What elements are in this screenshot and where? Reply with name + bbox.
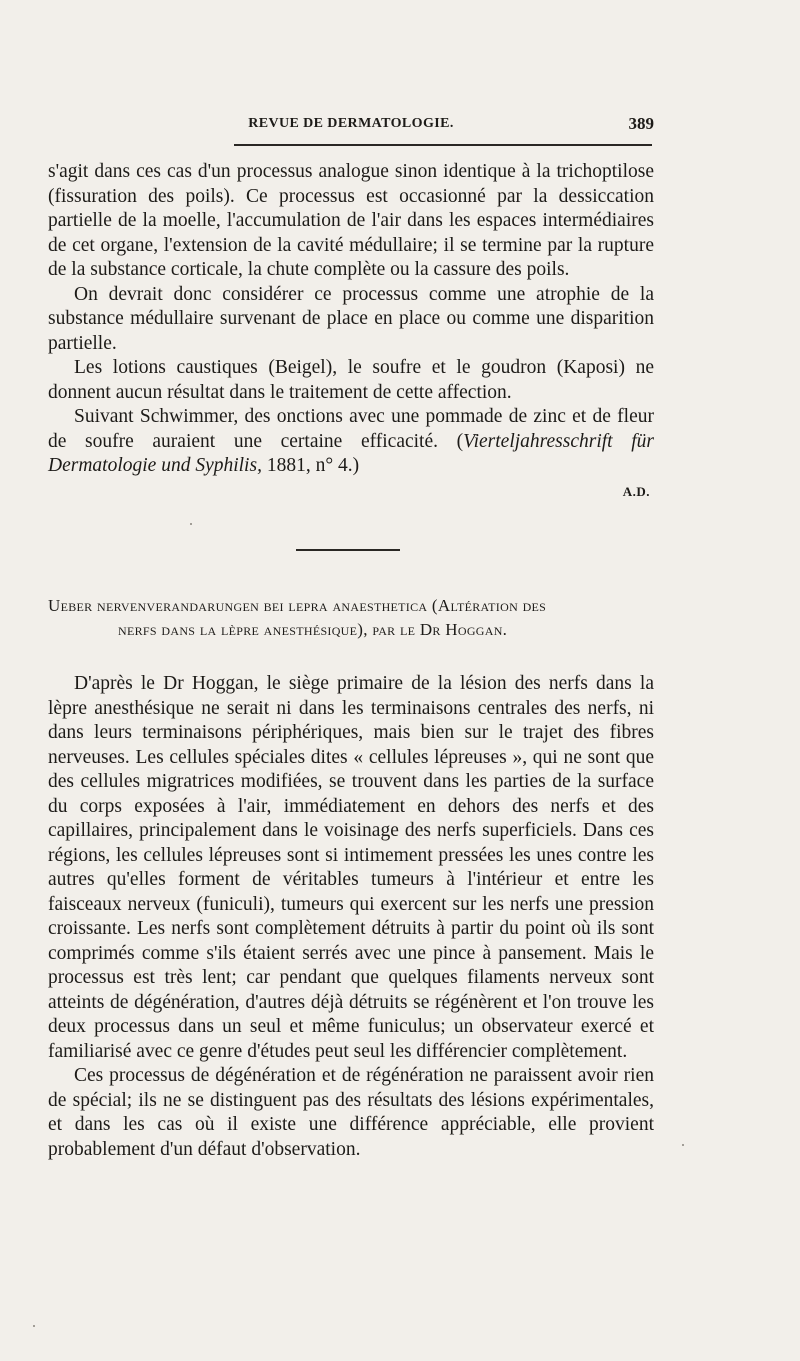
article-title-line-1: Ueber nervenverandarungen bei lepra anaesthetica (Altération des	[48, 596, 547, 615]
print-speck	[190, 523, 192, 525]
paragraph-2: On devrait donc considérer ce processus comme une atrophie de la substance médullaire survenant de place en place ou comme une disparition partielle.	[48, 283, 654, 354]
paragraph-3: Les lotions caustiques (Beigel), le soufre et le goudron (Kaposi) ne donnent aucun résultat dans le traitement de cette affection.	[48, 357, 654, 403]
journal-title: Vierteljahresschrift für Dermatologie und Syphilis,	[48, 430, 654, 476]
section-hoggan	[48, 672, 654, 1162]
paragraph-4-text: Suivant Schwimmer, des onctions avec une pommade de zinc et de fleur de soufre auraient une certaine efficacité. (	[48, 406, 654, 452]
section-trichoptilose	[48, 160, 654, 503]
paragraph-1: s'agit dans ces cas d'un processus analogue sinon identique à la trichoptilose (fissuration des poils). Ce processus est occasionné par la dessiccation partielle de la moelle, l'accumulation de l'air dans les espaces intermédiaires de cet organe, l'extension de la cavité médullaire; il se termine par la rupture de la substance corticale, la chute complète ou la cassure des poils.	[48, 161, 654, 280]
page-number: 389	[628, 114, 654, 133]
paragraph-4	[48, 405, 654, 479]
article-heading	[48, 594, 654, 642]
article-paragraph-1: D'après le Dr Hoggan, le siège primaire de la lésion des nerfs dans la lèpre anesthésique ne serait ni dans les terminaisons centrales des nerfs, ni dans leurs terminaisons périphériques, mais bien sur le trajet des fibres nerveuses. Les cellules spéciales dites « cellules lépreuses », qui ne sont que des cellules migratrices modifiées, se trouvent dans les parties de la surface du corps exposées à l'air, immédiatement en dehors des nerfs et des capillaires, principalement dans le voisinage des nerfs superficiels. Dans ces régions, les cellules lépreuses sont si intimement pressées les unes contre les autres qu'elles forment de véritables tumeurs à l'intérieur et entre les faisceaux nerveux (funiculi), tumeurs qui exercent sur les nerfs une pression croissante. Les nerfs sont complètement détruits à partir du point où ils sont comprimés comme s'ils étaient serrés avec une pince à pansement. Mais le processus est très lent; car pendant que quelques filaments nerveux sont atteints de dégénération, d'autres déjà détruits se régénèrent et l'on trouve les deux processus dans un seul et même funiculus; un observateur exercé et familiarisé avec ce genre d'études peut seul les différencier complètement.	[48, 673, 654, 1062]
print-speck	[682, 1144, 684, 1146]
running-title: REVUE DE DERMATOLOGIE.	[248, 116, 454, 131]
paragraph-4-end: 1881, n° 4.)	[261, 455, 360, 476]
header-rule	[234, 144, 652, 146]
article-title-line-2: nerfs dans la lèpre anesthésique), par le Dr Hoggan.	[118, 620, 508, 639]
article-paragraph-2: Ces processus de dégénération et de régénération ne paraissent avoir rien de spécial; ils ne se distinguent pas des résultats des lésions expérimentales, et dans les cas où il existe une différence appréciable, elle provient probablement d'un défaut d'observation.	[48, 1065, 654, 1160]
signature: A.D.	[622, 483, 650, 499]
running-header	[48, 114, 654, 136]
section-separator	[296, 549, 400, 551]
print-speck	[33, 1325, 35, 1327]
